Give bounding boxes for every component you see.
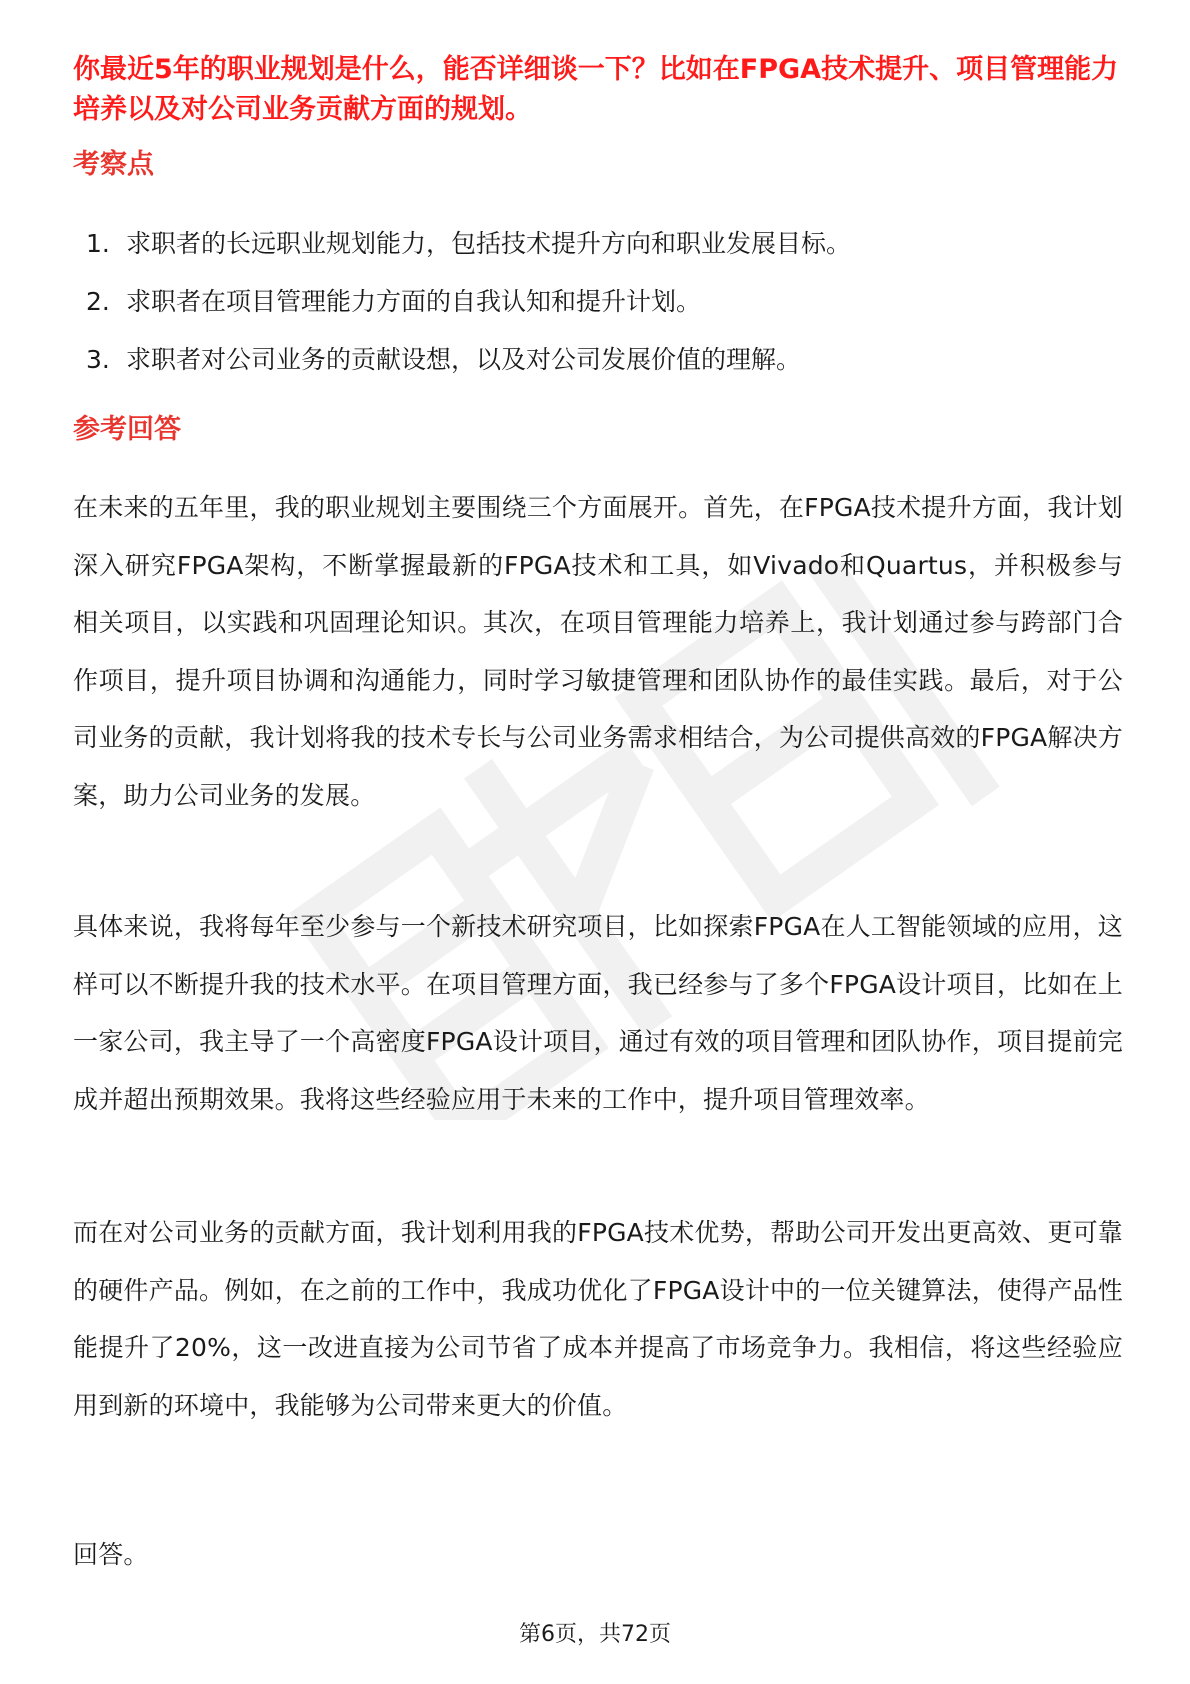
- answer-paragraph: 具体来说，我将每年至少参与一个新技术研究项目，比如探索FPGA在人工智能领域的应用，这样可以不断提升我的技术水平。在项目管理方面，我已经参与了多个FPGA设计项目，比如在上一家公司，我主导了一个高密度FPGA设计项目，通过有效的项目管理和团队协作，项目提前完成并超出预期效果。我将这些经验应用于未来的工作中，提升项目管理效率。: [73, 912, 1123, 1114]
- section-heading-evaluation-points: 考察点: [73, 149, 154, 180]
- list-item: [86, 273, 1116, 331]
- answer-paragraph: 在未来的五年里，我的职业规划主要围绕三个方面展开。首先，在FPGA技术提升方面，我计划深入研究FPGA架构，不断掌握最新的FPGA技术和工具，如Vivado和Quartus，并积极参与相关项目，以实践和巩固理论知识。其次，在项目管理能力培养上，我计划通过参与跨部门合作项目，提升项目协调和沟通能力，同时学习敏捷管理和团队协作的最佳实践。最后，对于公司业务的贡献，我计划将我的技术专长与公司业务需求相结合，为公司提供高效的FPGA解决方案，助力公司业务的发展。: [73, 493, 1123, 810]
- list-item-text: 求职者对公司业务的贡献设想，以及对公司发展价值的理解。: [126, 345, 802, 374]
- list-item: [86, 215, 1116, 273]
- interview-question: 你最近5年的职业规划是什么，能否详细谈一下？比如在FPGA技术提升、项目管理能力培养以及对公司业务贡献方面的规划。: [73, 54, 1119, 125]
- list-item-text: 求职者的长远职业规划能力，包括技术提升方向和职业发展目标。: [126, 229, 852, 258]
- list-item-number: 3.: [86, 345, 110, 374]
- page-number-footer: 第6页，共72页: [519, 1622, 671, 1647]
- section-heading-reference-answer: 参考回答: [73, 414, 181, 445]
- list-item: [86, 331, 1116, 389]
- list-item-number: 2.: [86, 287, 110, 316]
- answer-paragraph: 回答。: [73, 1540, 149, 1569]
- list-item-text: 求职者在项目管理能力方面的自我认知和提升计划。: [126, 287, 702, 316]
- list-item-number: 1.: [86, 229, 110, 258]
- answer-paragraph: 而在对公司业务的贡献方面，我计划利用我的FPGA技术优势，帮助公司开发出更高效、更可靠的硬件产品。例如，在之前的工作中，我成功优化了FPGA设计中的一位关键算法，使得产品性能提升了20%，这一改进直接为公司节省了成本并提高了市场竞争力。我相信，将这些经验应用到新的环境中，我能够为公司带来更大的价值。: [73, 1218, 1123, 1420]
- evaluation-points-list: [86, 215, 1116, 389]
